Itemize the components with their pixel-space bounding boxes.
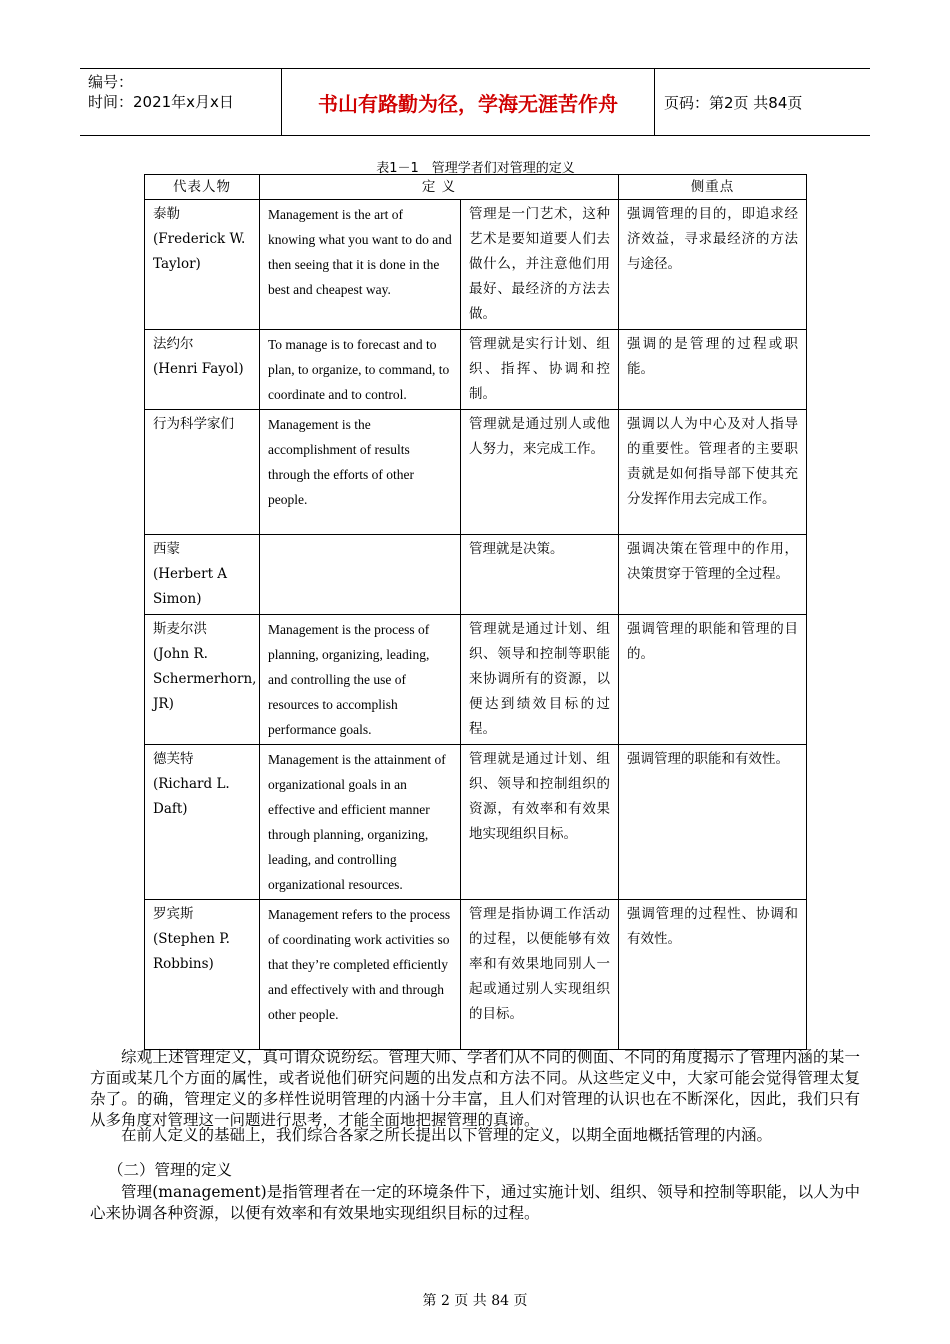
table-row [145,330,807,410]
cell-person: 行为科学家们 [145,410,260,535]
cell-person: 斯麦尔洪 (John R. Schermerhorn, JR) [145,615,260,745]
definitions-table [144,174,807,1050]
cell-definition-en: Management is the attainment of organizational goals in an effective and efficient manner through planning, organizing, leading, and controlling organizational resources. [260,745,461,900]
cell-person: 泰勒 (Frederick W. Taylor) [145,200,260,330]
cell-definition-zh: 管理就是通过计划、组织、领导和控制组织的资源，有效率和有效果地实现组织目标。 [461,745,619,900]
header-focus: 侧重点 [619,175,807,200]
cell-definition-en: Management is the art of knowing what you want to do and then seeing that it is done in the best and cheapest way. [260,200,461,330]
paragraph-intro: 在前人定义的基础上，我们综合各家之所长提出以下管理的定义，以期全面地概括管理的内涵。 [121,1126,773,1144]
header-divider-left [281,68,282,136]
cell-definition-en: Management is the process of planning, organizing, leading, and controlling the use of resources to accomplish performance goals. [260,615,461,745]
cell-person: 法约尔 (Henri Fayol) [145,330,260,410]
cell-definition-zh: 管理就是通过别人或他人努力，来完成工作。 [461,410,619,535]
cell-focus: 强调的是管理的过程或职能。 [619,330,807,410]
cell-definition-zh: 管理就是决策。 [461,535,619,615]
header-page-label: 页码：第2页 共84页 [664,93,803,112]
cell-definition-zh: 管理是指协调工作活动的过程，以便能够有效率和有效果地同别人一起或通过别人实现组织的目标。 [461,900,619,1050]
cell-definition-en: Management refers to the process of coordinating work activities so that they’re completed efficiently and effectively with and through other people. [260,900,461,1050]
table-body [145,200,807,1050]
cell-definition-en [260,535,461,615]
header-divider-right [654,68,655,136]
table-caption: 表1－1 管理学者们对管理的定义 [376,161,575,176]
header-info [88,72,278,112]
cell-person: 西蒙 (Herbert A Simon) [145,535,260,615]
cell-focus: 强调管理的目的，即追求经济效益，寻求最经济的方法与途径。 [619,200,807,330]
header-person: 代表人物 [145,175,260,200]
cell-focus: 强调管理的职能和有效性。 [619,745,807,900]
cell-person: 德芙特 (Richard L. Daft) [145,745,260,900]
date-label: 时间：2021年x月x日 [88,93,234,111]
table-row [145,410,807,535]
section-heading: （二）管理的定义 [108,1161,233,1179]
table-row [145,615,807,745]
header-definition: 定 义 [260,175,619,200]
cell-focus: 强调以人为中心及对人指导的重要性。管理者的主要职责就是如何指导部下使其充分发挥作用去完成工作。 [619,410,807,535]
cell-focus: 强调管理的过程性、协调和有效性。 [619,900,807,1050]
paragraph-summary: 综观上述管理定义，真可谓众说纷纭。管理大师、学者们从不同的侧面、不同的角度揭示了管理内涵的某一方面或某几个方面的属性，或者说他们研究问题的出发点和方法不同。从这些定义中，大家可能会觉得管理太复杂了。的确，管理定义的多样性说明管理的内涵十分丰富，且人们对管理的认识也在不断深化，因此，我们只有从多角度对管理这一问题进行思考，才能全面地把握管理的真谛。 [90,1048,860,1129]
cell-definition-en: Management is the accomplishment of results through the efforts of other people. [260,410,461,535]
cell-person: 罗宾斯 (Stephen P. Robbins) [145,900,260,1050]
table-row [145,200,807,330]
cell-definition-zh: 管理就是通过计划、组织、领导和控制等职能来协调所有的资源，以便达到绩效目标的过程。 [461,615,619,745]
cell-definition-zh: 管理就是实行计划、组织、指挥、协调和控制。 [461,330,619,410]
table-row [145,535,807,615]
table-row [145,745,807,900]
table-header-row [145,175,807,200]
page-footer: 第 2 页 共 84 页 [422,1293,528,1309]
cell-definition-zh: 管理是一门艺术，这种艺术是要知道要人们去做什么，并注意他们用最好、最经济的方法去做。 [461,200,619,330]
cell-focus: 强调管理的职能和管理的目的。 [619,615,807,745]
table-row [145,900,807,1050]
paragraph-definition: 管理(management)是指管理者在一定的环境条件下，通过实施计划、组织、领导和控制等职能，以人为中心来协调各种资源，以便有效率和有效果地实现组织目标的过程。 [90,1183,860,1222]
header-motto: 书山有路勤为径，学海无涯苦作舟 [318,91,618,116]
serial-label: 编号： [88,73,134,91]
cell-definition-en: To manage is to forecast and to plan, to organize, to command, to coordinate and to control. [260,330,461,410]
cell-focus: 强调决策在管理中的作用，决策贯穿于管理的全过程。 [619,535,807,615]
